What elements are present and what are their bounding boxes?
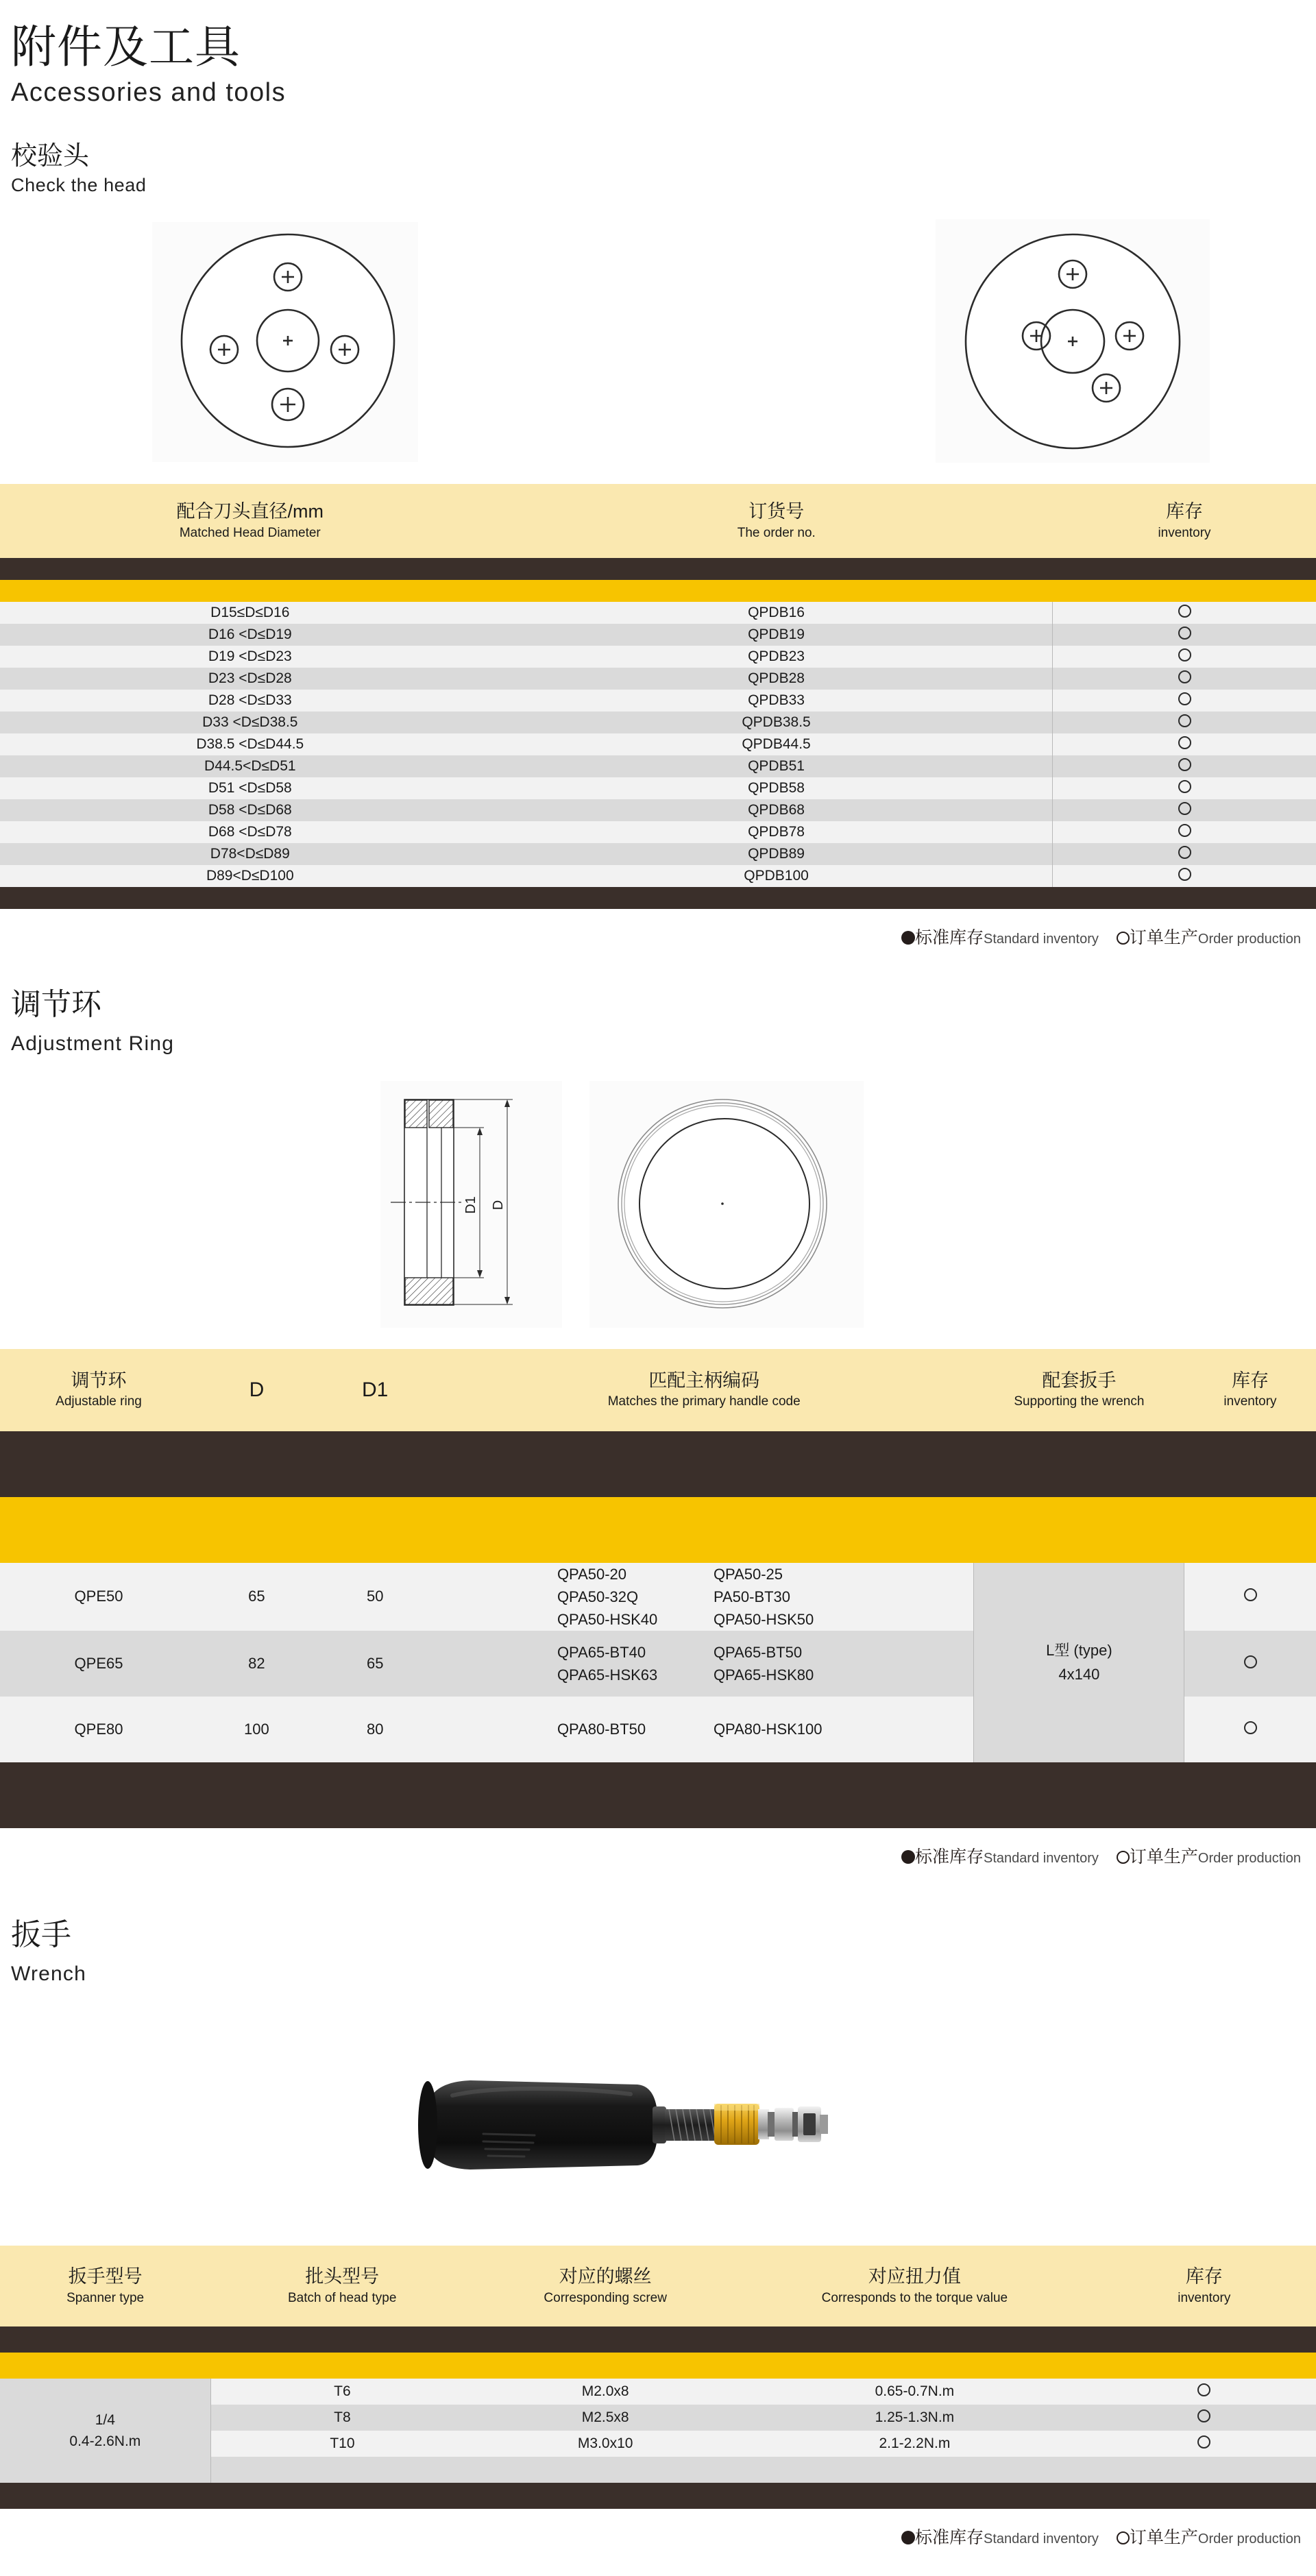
page-title-en: Accessories and tools (11, 78, 287, 108)
cell-inventory (1093, 2379, 1316, 2405)
legend-standard-cn: 标准库存 (915, 2528, 984, 2548)
col-header-cn: 配套扳手 (1042, 1370, 1117, 1391)
col-header-en: Matched Head Diameter (179, 526, 321, 541)
cell-inventory (1053, 690, 1316, 712)
check-head-diagram-right (960, 226, 1186, 456)
cell-matched-head-diameter: D44.5<D≤D51 (0, 755, 500, 777)
table-top-rule (0, 558, 1316, 580)
spanner-size-line: 1/4 (95, 2411, 115, 2428)
cell-corresponding-screw: M2.0x8 (474, 2379, 737, 2405)
col-header-cn: 库存 (1231, 1370, 1269, 1391)
svg-text:D1: D1 (463, 1195, 478, 1214)
adjustment-ring-section-diagram (384, 1091, 568, 1317)
cell-inventory (1053, 624, 1316, 646)
col-header-cn: 库存 (1185, 2265, 1223, 2287)
col-header-cn: D (249, 1378, 265, 1402)
legend-order-en: Order production (1197, 932, 1301, 947)
hollow-circle-icon (1178, 802, 1191, 815)
legend-check-head (0, 909, 1316, 949)
col-header-en: The order no. (737, 526, 816, 541)
cell-empty (210, 2457, 474, 2483)
page-title-cn: 附件及工具 (11, 21, 241, 72)
cell-d1: 65 (316, 1631, 435, 1697)
col-header-adjustable-ring (0, 1349, 197, 1431)
handle-code: QPA65-BT50 (713, 1643, 803, 1661)
section-heading-cn: 扳手 (11, 1917, 71, 1952)
wrench-table-body (0, 2353, 1316, 2509)
section-heading-wrench (0, 1868, 1316, 1988)
legend-order (1117, 2524, 1301, 2549)
legend-order (1117, 924, 1301, 949)
table-row (0, 646, 1316, 668)
legend-standard-en: Standard inventory (984, 2531, 1099, 2547)
cell-matched-head-diameter: D78<D≤D89 (0, 843, 500, 865)
legend-order-cn: 订单生产 (1129, 1847, 1198, 1867)
hollow-circle-icon (1178, 780, 1191, 793)
legend-standard (901, 1843, 1099, 1868)
hollow-circle-icon (1178, 868, 1191, 881)
hollow-circle-icon (1117, 2531, 1130, 2544)
table-row (0, 2379, 1316, 2405)
cell-inventory (1053, 865, 1316, 887)
col-header-cn: 对应扭力值 (868, 2265, 961, 2287)
col-header-en: Matches the primary handle code (607, 1394, 801, 1409)
cell-inventory (1053, 646, 1316, 668)
legend-standard-en: Standard inventory (984, 1850, 1099, 1866)
cell-inventory (1184, 1697, 1316, 1762)
col-header-en: inventory (1178, 2290, 1231, 2305)
table-row (0, 865, 1316, 887)
table-bottom-rule (0, 2483, 1316, 2509)
cell-inventory (1053, 668, 1316, 690)
table-header-row (0, 484, 1316, 558)
hollow-circle-icon (1244, 1588, 1257, 1601)
cell-inventory (1053, 821, 1316, 843)
legend-wrench (0, 2509, 1316, 2549)
handle-code: QPA50-20 (557, 1565, 627, 1583)
check-head-figures (0, 212, 1316, 466)
cell-batch-head-type: T8 (210, 2405, 474, 2431)
adjustment-ring-table (0, 1349, 1316, 1828)
section-heading-en: Wrench (11, 1962, 87, 1985)
col-header-cn: 配合刀头直径/mm (176, 501, 324, 522)
cell-matched-head-diameter: D19 <D≤D23 (0, 646, 500, 668)
cell-matched-head-diameter: D23 <D≤D28 (0, 668, 500, 690)
col-header-order-no (500, 484, 1053, 558)
cell-matched-head-diameter: D38.5 <D≤D44.5 (0, 733, 500, 755)
table-row (0, 799, 1316, 821)
hollow-circle-icon (1178, 714, 1191, 727)
cell-d1: 80 (316, 1697, 435, 1762)
cell-matched-head-diameter: D16 <D≤D19 (0, 624, 500, 646)
table-accent-rule (0, 2353, 1316, 2379)
wrench-illustration (411, 2046, 905, 2204)
cell-adjustable-ring: QPE65 (0, 1631, 197, 1697)
col-header-cn: 批头型号 (305, 2265, 380, 2287)
adjustment-ring-table-wrap (0, 1349, 1316, 1828)
wrench-table (0, 2246, 1316, 2509)
hollow-circle-icon (1178, 736, 1191, 749)
check-head-table (0, 484, 1316, 909)
cell-empty (474, 2457, 737, 2483)
cell-inventory (1093, 2405, 1316, 2431)
hollow-circle-icon (1178, 627, 1191, 640)
table-bottom-rule (0, 1762, 1316, 1828)
cell-order-no: QPDB89 (500, 843, 1053, 865)
adjustment-ring-table-body (0, 1497, 1316, 1828)
cell-order-no: QPDB38.5 (500, 712, 1053, 733)
cell-matched-head-diameter: D33 <D≤D38.5 (0, 712, 500, 733)
col-header-en: Batch of head type (287, 2290, 397, 2305)
table-row (0, 690, 1316, 712)
cell-matched-head-diameter: D68 <D≤D78 (0, 821, 500, 843)
cell-corresponding-screw: M2.5x8 (474, 2405, 737, 2431)
col-header-cn: 库存 (1165, 501, 1203, 522)
cell-order-no: QPDB33 (500, 690, 1053, 712)
wrench-figure (0, 2029, 1316, 2221)
cell-torque-value: 0.65-0.7N.m (737, 2379, 1092, 2405)
cell-handle-codes (435, 1697, 974, 1762)
handle-code: QPA80-HSK100 (713, 1721, 822, 1738)
handle-code: QPA50-25 (713, 1565, 783, 1583)
col-header-cn: 匹配主柄编码 (648, 1370, 760, 1391)
check-head-table-body (0, 580, 1316, 909)
cell-empty (737, 2457, 1092, 2483)
col-header-cn: 调节环 (71, 1370, 127, 1391)
hollow-circle-icon (1244, 1655, 1257, 1668)
cell-order-no: QPDB68 (500, 799, 1053, 821)
table-row (0, 777, 1316, 799)
handle-code: PA50-BT30 (713, 1588, 791, 1605)
col-header-cn: D1 (362, 1378, 389, 1402)
legend-standard-en: Standard inventory (984, 932, 1099, 947)
cell-inventory (1053, 843, 1316, 865)
wrench-table-wrap (0, 2246, 1316, 2509)
cell-order-no: QPDB51 (500, 755, 1053, 777)
table-row (0, 712, 1316, 733)
filled-circle-icon (901, 2531, 915, 2544)
table-row (0, 1563, 1316, 1631)
hollow-circle-icon (1197, 2409, 1210, 2422)
cell-d1: 50 (316, 1563, 435, 1631)
col-header-en: Spanner type (66, 2290, 145, 2305)
col-header-cn: 扳手型号 (68, 2265, 143, 2287)
table-row (0, 733, 1316, 755)
handle-code: QPA50-HSK50 (713, 1610, 814, 1628)
table-bottom-rule (0, 887, 1316, 909)
legend-standard (901, 2524, 1099, 2549)
handle-code: QPA80-BT50 (557, 1721, 646, 1738)
table-row (0, 602, 1316, 624)
legend-standard-cn: 标准库存 (915, 928, 984, 948)
col-header-inventory (1053, 484, 1316, 558)
hollow-circle-icon (1197, 2435, 1210, 2449)
handle-code: QPA65-HSK63 (557, 1666, 658, 1684)
svg-text:D: D (491, 1200, 506, 1210)
cell-order-no: QPDB28 (500, 668, 1053, 690)
col-header-torque-value (737, 2246, 1092, 2326)
cell-inventory (1053, 755, 1316, 777)
col-header-en: inventory (1223, 1394, 1277, 1409)
col-header-en: Corresponding screw (544, 2290, 667, 2305)
cell-batch-head-type: T6 (210, 2379, 474, 2405)
legend-order-en: Order production (1197, 2531, 1301, 2547)
col-header-corresponding-screw (474, 2246, 737, 2326)
table-row (0, 843, 1316, 865)
adjustment-ring-front-diagram (610, 1093, 836, 1315)
cell-order-no: QPDB100 (500, 865, 1053, 887)
cell-d: 82 (197, 1631, 316, 1697)
cell-order-no: QPDB16 (500, 602, 1053, 624)
col-header-en: Adjustable ring (56, 1394, 142, 1409)
check-head-diagram-left (175, 228, 401, 454)
hollow-circle-icon (1197, 2383, 1210, 2396)
cell-matched-head-diameter: D28 <D≤D33 (0, 690, 500, 712)
cell-handle-codes (435, 1631, 974, 1697)
col-header-inventory (1093, 2246, 1316, 2326)
cell-inventory (1093, 2431, 1316, 2457)
legend-standard-cn: 标准库存 (915, 1847, 984, 1867)
cell-handle-codes (435, 1563, 974, 1631)
adjustment-ring-figures (0, 1078, 1316, 1331)
cell-adjustable-ring: QPE80 (0, 1697, 197, 1762)
col-header-batch-head-type (210, 2246, 474, 2326)
legend-standard (901, 924, 1099, 949)
cell-inventory (1053, 602, 1316, 624)
hollow-circle-icon (1178, 605, 1191, 618)
col-header-en: inventory (1158, 526, 1211, 541)
section-heading-cn: 校验头 (11, 141, 90, 171)
col-header-inventory (1184, 1349, 1316, 1431)
cell-corresponding-screw: M3.0x10 (474, 2431, 737, 2457)
table-accent-rule (0, 1497, 1316, 1563)
page-title (0, 0, 1316, 110)
col-header-d1 (316, 1349, 435, 1431)
cell-inventory (1053, 712, 1316, 733)
cell-matched-head-diameter: D89<D≤D100 (0, 865, 500, 887)
col-header-spanner-type (0, 2246, 210, 2326)
col-header-cn: 对应的螺丝 (559, 2265, 652, 2287)
section-heading-en: Check the head (11, 175, 147, 196)
cell-matched-head-diameter: D58 <D≤D68 (0, 799, 500, 821)
cell-batch-head-type: T10 (210, 2431, 474, 2457)
legend-order (1117, 1843, 1301, 1868)
col-header-matched-head-diameter (0, 484, 500, 558)
cell-inventory (1053, 799, 1316, 821)
handle-code: QPA50-HSK40 (557, 1610, 658, 1628)
hollow-circle-icon (1178, 692, 1191, 705)
cell-empty (1093, 2457, 1316, 2483)
cell-supporting-wrench (974, 1563, 1184, 1762)
cell-order-no: QPDB44.5 (500, 733, 1053, 755)
handle-code: QPA65-BT40 (557, 1643, 646, 1661)
hollow-circle-icon (1244, 1721, 1257, 1734)
cell-order-no: QPDB23 (500, 646, 1053, 668)
hollow-circle-icon (1117, 932, 1130, 945)
cell-inventory (1053, 733, 1316, 755)
cell-inventory (1184, 1631, 1316, 1697)
col-header-cn: 订货号 (748, 501, 805, 522)
table-row (0, 755, 1316, 777)
table-header-row (0, 2246, 1316, 2326)
cell-matched-head-diameter: D51 <D≤D58 (0, 777, 500, 799)
section-heading-check-head (0, 110, 1316, 198)
table-row (0, 624, 1316, 646)
col-header-en: Corresponds to the torque value (821, 2290, 1008, 2305)
legend-order-en: Order production (1197, 1850, 1301, 1866)
section-heading-adjustment-ring (0, 949, 1316, 1058)
table-row (0, 821, 1316, 843)
filled-circle-icon (901, 1850, 915, 1864)
cell-d: 65 (197, 1563, 316, 1631)
cell-order-no: QPDB19 (500, 624, 1053, 646)
handle-code: QPA65-HSK80 (713, 1666, 814, 1684)
hollow-circle-icon (1178, 648, 1191, 661)
table-accent-rule (0, 580, 1316, 602)
hollow-circle-icon (1117, 1851, 1130, 1864)
hollow-circle-icon (1178, 846, 1191, 859)
legend-order-cn: 订单生产 (1129, 928, 1198, 948)
cell-torque-value: 2.1-2.2N.m (737, 2431, 1092, 2457)
wrench-size-line: 4x140 (1058, 1666, 1100, 1684)
wrench-type-line: L型 (type) (1046, 1642, 1112, 1660)
handle-code: QPA50-32Q (557, 1588, 639, 1605)
cell-order-no: QPDB58 (500, 777, 1053, 799)
table-header-row (0, 1349, 1316, 1431)
section-heading-cn: 调节环 (11, 988, 101, 1022)
col-header-d (197, 1349, 316, 1431)
table-top-rule (0, 2326, 1316, 2353)
col-header-en: Supporting the wrench (1014, 1394, 1145, 1409)
hollow-circle-icon (1178, 824, 1191, 837)
hollow-circle-icon (1178, 758, 1191, 771)
section-heading-en: Adjustment Ring (11, 1032, 175, 1056)
cell-matched-head-diameter: D15≤D≤D16 (0, 602, 500, 624)
cell-inventory (1184, 1563, 1316, 1631)
hollow-circle-icon (1178, 670, 1191, 683)
col-header-supporting-wrench (974, 1349, 1184, 1431)
cell-torque-value: 1.25-1.3N.m (737, 2405, 1092, 2431)
legend-adjustment-ring (0, 1828, 1316, 1868)
cell-spanner-type (0, 2379, 210, 2483)
spanner-torque-line: 0.4-2.6N.m (69, 2433, 141, 2450)
col-header-handle-code (435, 1349, 974, 1431)
table-row (0, 668, 1316, 690)
cell-inventory (1053, 777, 1316, 799)
cell-adjustable-ring: QPE50 (0, 1563, 197, 1631)
table-top-rule (0, 1431, 1316, 1497)
check-head-table-wrap (0, 484, 1316, 909)
legend-order-cn: 订单生产 (1129, 2528, 1198, 2548)
cell-order-no: QPDB78 (500, 821, 1053, 843)
filled-circle-icon (901, 931, 915, 945)
cell-d: 100 (197, 1697, 316, 1762)
